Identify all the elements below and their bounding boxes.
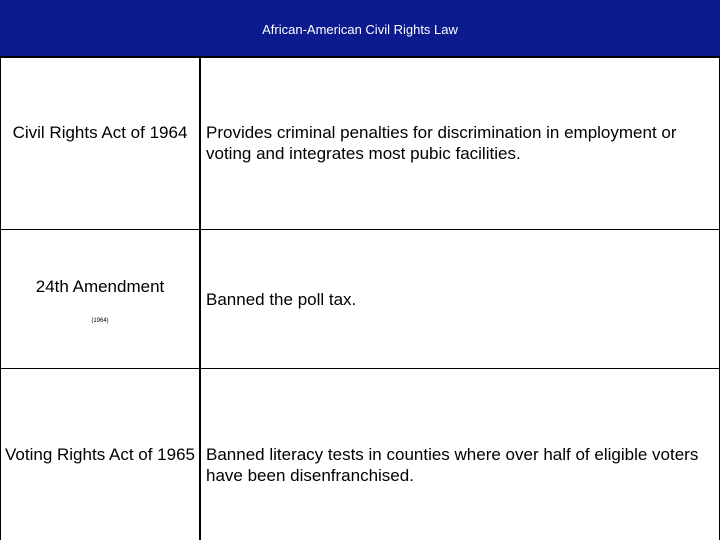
page-header (0, 0, 720, 58)
civil-rights-table (0, 58, 720, 540)
table-row (1, 369, 719, 540)
page-title: African-American Civil Rights Law (262, 21, 458, 37)
law-description: Banned literacy tests in counties where over half of eligible voters have been disenfranchised. (206, 445, 699, 485)
law-description: Provides criminal penalties for discrimination in employment or voting and integrates most pubic facilities. (206, 123, 677, 163)
law-date-note: (1964) (91, 318, 109, 324)
column-divider (199, 58, 201, 540)
law-name: 24th Amendment (35, 277, 165, 296)
table-row (1, 58, 719, 230)
law-description: Banned the poll tax. (206, 290, 357, 309)
table-row (1, 230, 719, 369)
law-name: Voting Rights Act of 1965 (5, 445, 195, 464)
law-name: Civil Rights Act of 1964 (12, 123, 188, 142)
